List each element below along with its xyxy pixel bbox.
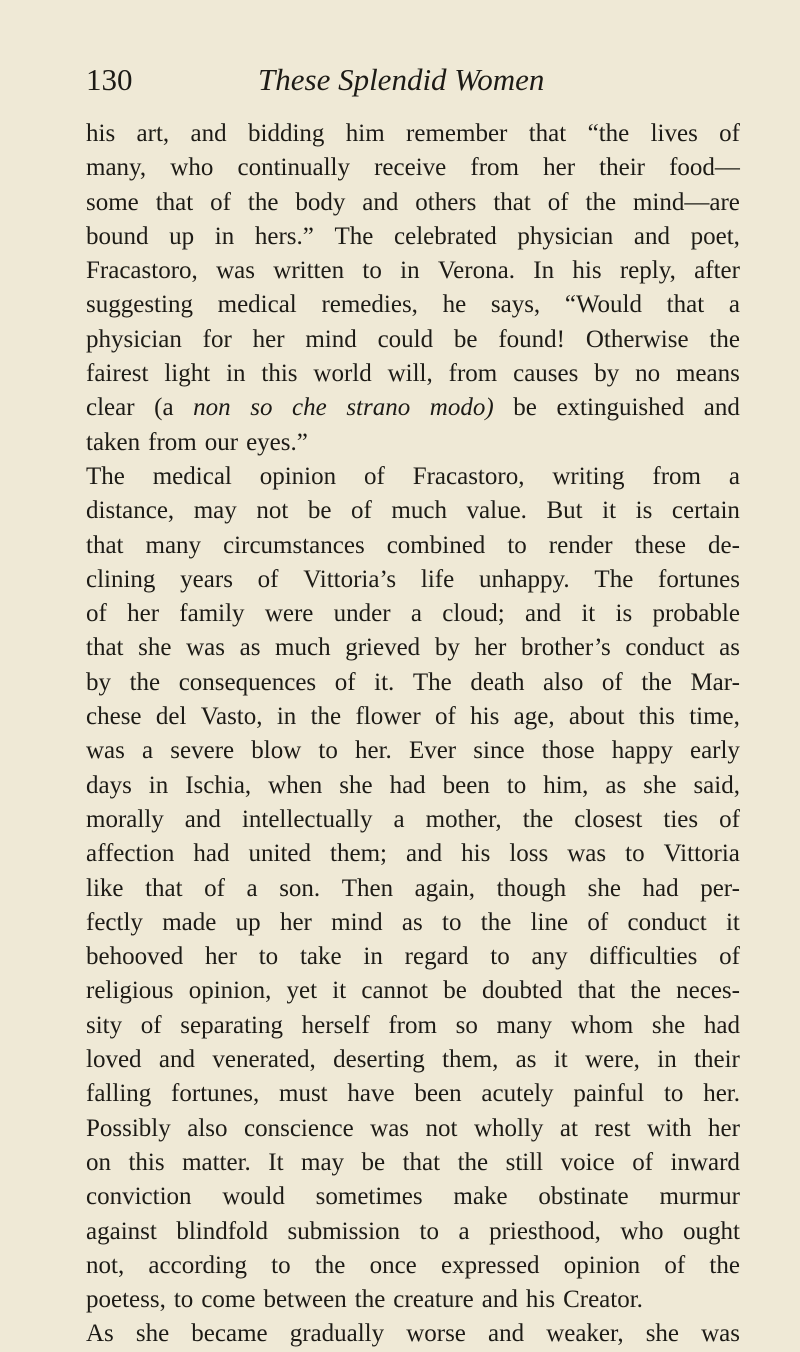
text-line: clining years of Vittoria’s life unhappy. The fortunes <box>86 565 740 593</box>
text-line: that many circumstances combined to render these de- <box>86 531 740 559</box>
page-number: 130 <box>86 62 133 97</box>
text-line: fairest light in this world will, from causes by no means <box>86 360 740 388</box>
text-line: As she became gradually worse and weaker, she was <box>86 1320 740 1348</box>
text-line: bound up in hers.” The celebrated physician and poet, <box>86 222 740 250</box>
text-line: chese del Vasto, in the flower of his age, about this time, <box>86 703 740 731</box>
text-line: Possibly also conscience was not wholly at rest with her <box>86 1114 740 1142</box>
text-line: physician for her mind could be found! Otherwise the <box>86 325 740 353</box>
text-line: many, who continually receive from her their food— <box>86 154 740 182</box>
text-line: fectly made up her mind as to the line of conduct it <box>86 908 740 936</box>
text-line: distance, may not be of much value. But it is certain <box>86 497 740 525</box>
text-line: The medical opinion of Fracastoro, writing from a <box>86 462 740 490</box>
text-line: sity of separating herself from so many whom she had <box>86 1011 740 1039</box>
text-line: clear (a non so che strano modo) be extinguished and <box>86 394 740 422</box>
text-line: taken from our eyes.” <box>86 428 308 456</box>
text-line: Fracastoro, was written to in Verona. In his reply, after <box>86 257 740 285</box>
text-line: religious opinion, yet it cannot be doubted that the neces- <box>86 977 740 1005</box>
text-line: that she was as much grieved by her brother’s conduct as <box>86 634 740 662</box>
text-line: affection had united them; and his loss was to Vittoria <box>86 840 740 868</box>
running-title: These Splendid Women <box>258 62 545 97</box>
text-line: like that of a son. Then again, though she had per- <box>86 874 740 902</box>
text-line: behooved her to take in regard to any difficulties of <box>86 943 740 971</box>
text-line: his art, and bidding him remember that “the lives of <box>86 120 740 147</box>
text-line: days in Ischia, when she had been to him, as she said, <box>86 771 740 799</box>
text-line: was a severe blow to her. Ever since those happy early <box>86 737 740 765</box>
page-header <box>86 60 736 100</box>
text-line: falling fortunes, must have been acutely painful to her. <box>86 1080 740 1108</box>
text-line: loved and venerated, deserting them, as it were, in their <box>86 1046 740 1074</box>
text-line: morally and intellectually a mother, the closest ties of <box>86 805 740 833</box>
text-line: on this matter. It may be that the still voice of inward <box>86 1148 740 1176</box>
text-line: against blindfold submission to a priesthood, who ought <box>86 1217 740 1245</box>
body-text <box>86 117 740 1352</box>
text-line: poetess, to come between the creature and his Creator. <box>86 1286 643 1314</box>
text-line: conviction would sometimes make obstinate murmur <box>86 1183 740 1211</box>
text-line: by the consequences of it. The death also of the Mar- <box>86 668 740 696</box>
text-line: some that of the body and others that of the mind—are <box>86 188 740 216</box>
text-line: not, according to the once expressed opinion of the <box>86 1251 740 1279</box>
text-line: suggesting medical remedies, he says, “Would that a <box>86 291 740 319</box>
text-line: of her family were under a cloud; and it is probable <box>86 600 740 628</box>
